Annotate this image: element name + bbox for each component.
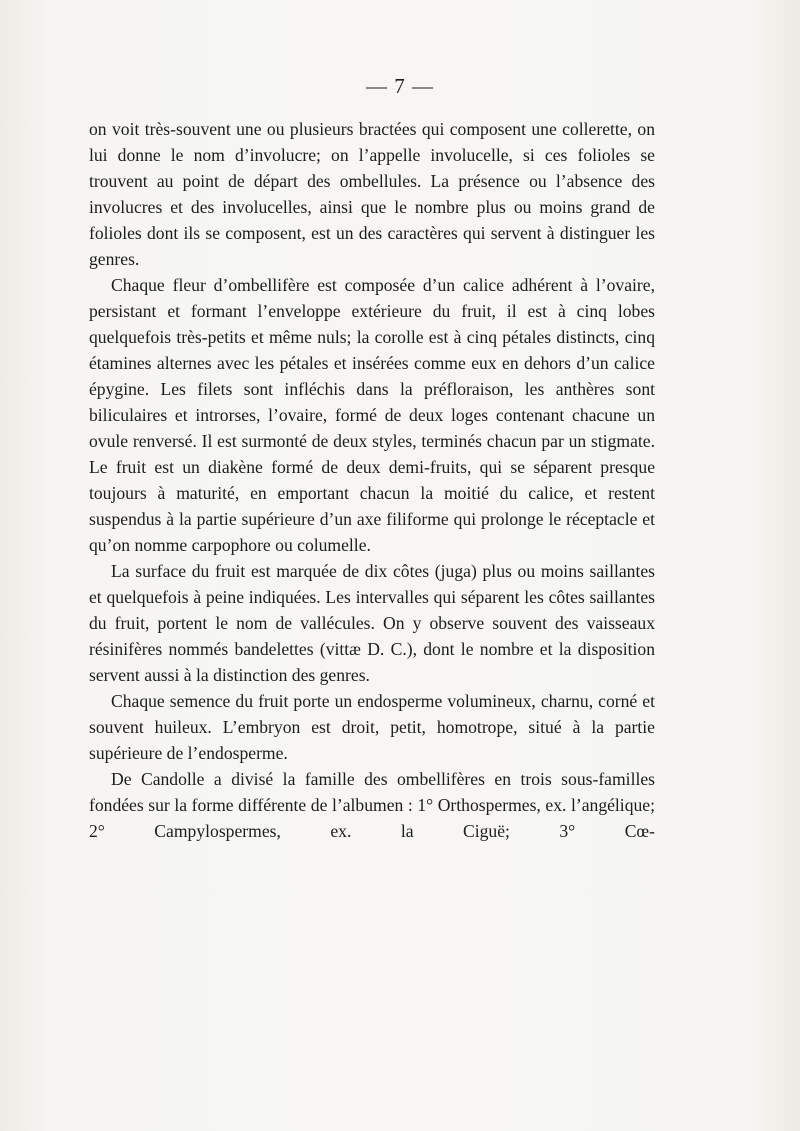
paragraph-flower-structure: Chaque fleur d’ombellifère est composée d’un calice adhérent à l’ovaire, persistant et formant l’enveloppe extérieure du fruit, il est à cinq lobes quelquefois très-petits et même nuls; la corolle est à cinq pétales distincts, cinq étamines alternes avec les pétales et insérées comme eux en dehors d’un calice épygine. Les filets sont infléchis dans la préfloraison, les anthères sont biliculaires et introrses, l’ovaire, formé de deux loges contenant chacune un ovule renversé. Il est surmonté de deux styles, terminés chacun par un stigmate. Le fruit est un diakène formé de deux demi-fruits, qui se séparent presque toujours à maturité, en emportant chacun la moitié du calice, et restent suspendus à la partie supérieure d’un axe filiforme qui prolonge le réceptacle et qu’on nomme carpophore ou columelle. [89, 275, 655, 555]
paragraph-seed: Chaque semence du fruit porte un endosperme volumineux, charnu, corné et souvent huileux. L’embryon est droit, petit, homotrope, situé à la partie supérieure de l’endosperme. [89, 691, 655, 763]
body-text [89, 116, 655, 844]
paragraph-involucre: on voit très-souvent une ou plusieurs bractées qui composent une collerette, on lui donne le nom d’involucre; on l’appelle involucelle, si ces folioles se trouvent au point de départ des ombellules. La présence ou l’absence des involucres et des involucelles, ainsi que le nombre plus ou moins grand de folioles dont ils se composent, est un des caractères qui servent à distinguer les genres. [89, 119, 655, 269]
paragraph-de-candolle: De Candolle a divisé la famille des ombellifères en trois sous-familles fondées sur la forme différente de l’albumen : 1° Orthospermes, ex. l’angélique; 2° Campylospermes, ex. la Ciguë; 3° Cœ- [89, 769, 655, 841]
page-number: — 7 — [366, 74, 434, 98]
paragraph-fruit-surface: La surface du fruit est marquée de dix côtes (juga) plus ou moins saillantes et quelquefois à peine indiquées. Les intervalles qui séparent les côtes saillantes du fruit, portent le nom de vallécules. On y observe souvent des vaisseaux résinifères nommés bandelettes (vittæ D. C.), dont le nombre et la disposition servent aussi à la distinction des genres. [89, 561, 655, 685]
